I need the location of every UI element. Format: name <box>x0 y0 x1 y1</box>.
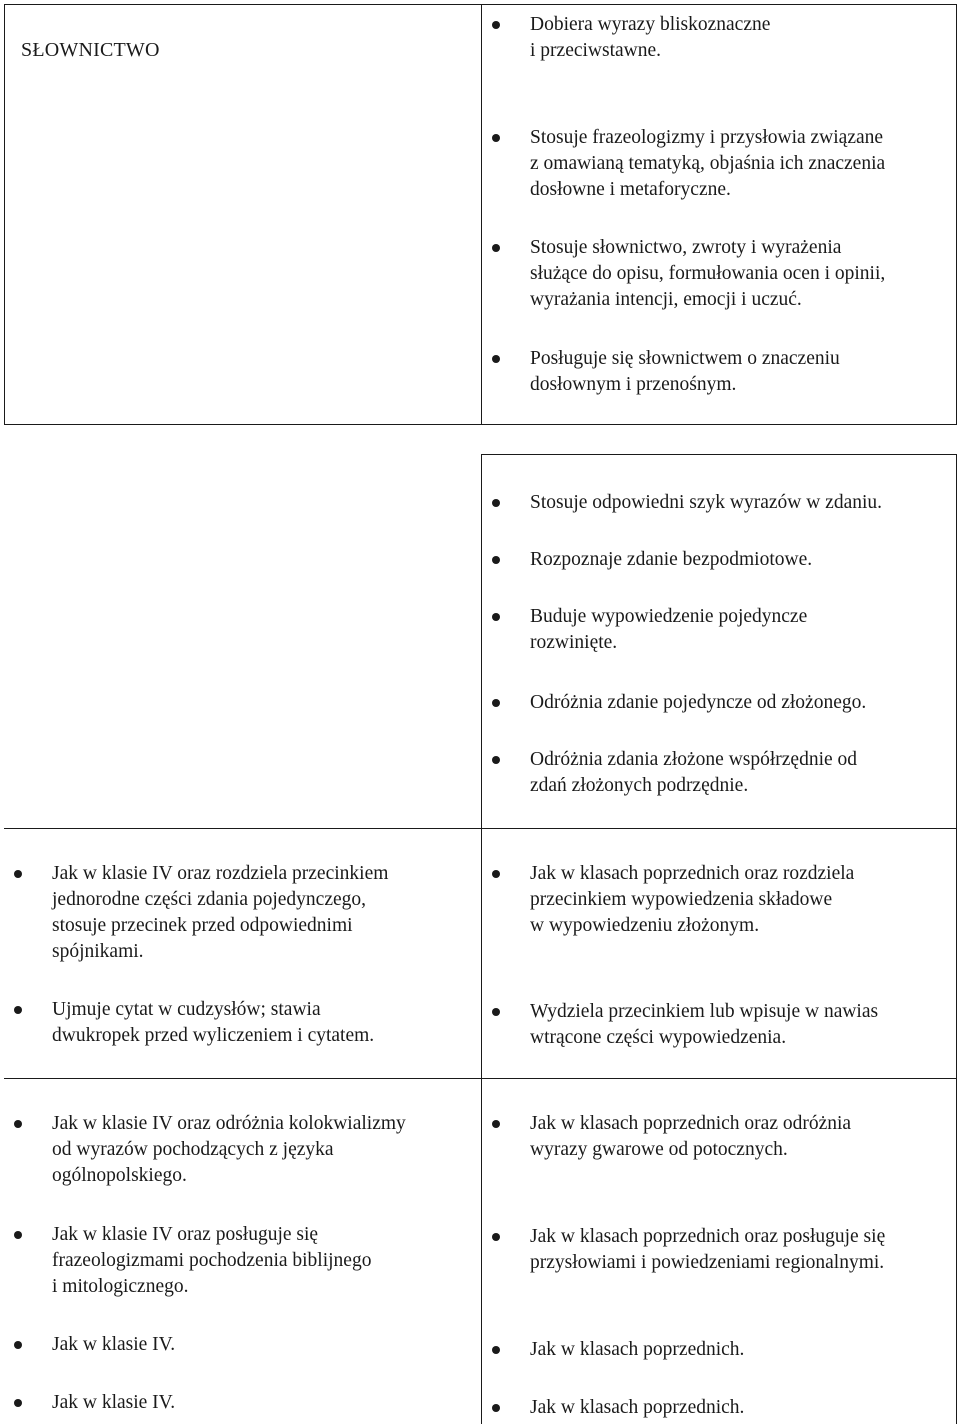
bullet-item: Jak w klasach poprzednich. <box>482 1395 744 1421</box>
bullet-icon <box>492 1346 500 1354</box>
bullet-item: Rozpoznaje zdanie bezpodmiotowe. <box>482 547 812 573</box>
bullet-item: Wydziela przecinkiem lub wpisuje w nawias wtrącone części wypowiedzenia. <box>482 999 878 1051</box>
interpunkcja-right-cell <box>481 828 957 1079</box>
bullet-item: Buduje wypowiedzenie pojedyncze rozwinięte. <box>482 604 807 656</box>
bullet-icon <box>492 613 500 621</box>
bullet-item: Jak w klasach poprzednich oraz odróżnia wyrazy gwarowe od potocznych. <box>482 1111 851 1163</box>
bullet-icon <box>492 1008 500 1016</box>
bullet-item: Odróżnia zdanie pojedyncze od złożonego. <box>482 690 866 716</box>
bullet-icon <box>492 21 500 29</box>
bullet-item: Jak w klasie IV. <box>4 1332 175 1358</box>
odmiany-left-cell <box>4 1078 482 1424</box>
bullet-icon <box>492 756 500 764</box>
bullet-item: Dobiera wyrazy bliskoznaczne i przeciwstawne. <box>482 12 770 64</box>
bullet-icon <box>14 1399 22 1407</box>
bullet-icon <box>492 1233 500 1241</box>
bullet-item: Jak w klasach poprzednich. <box>482 1337 744 1363</box>
slownictwo-content-cell <box>481 4 957 425</box>
interpunkcja-left-cell <box>4 828 482 1079</box>
bullet-item: Stosuje odpowiedni szyk wyrazów w zdaniu. <box>482 490 960 516</box>
bullet-item: Jak w klasie IV oraz posługuje się frazeologizmami pochodzenia biblijnego i mitologicznego. <box>4 1222 371 1300</box>
bullet-icon <box>14 1231 22 1239</box>
bullet-icon <box>492 870 500 878</box>
bullet-icon <box>14 1120 22 1128</box>
bullet-icon <box>14 1006 22 1014</box>
bullet-item: Jak w klasie IV oraz odróżnia kolokwializmy od wyrazów pochodzących z języka ogólnopolskiego. <box>4 1111 406 1189</box>
bullet-icon <box>14 870 22 878</box>
bullet-item: Posługuje się słownictwem o znaczeniu dosłownym i przenośnym. <box>482 346 840 398</box>
bullet-item: Odróżnia zdania złożone współrzędnie od zdań złożonych podrzędnie. <box>482 747 857 799</box>
bullet-icon <box>492 699 500 707</box>
bullet-item: Jak w klasach poprzednich oraz rozdziela przecinkiem wypowiedzenia składowe w wypowiedzeniu złożonym. <box>482 861 854 939</box>
bullet-item: Jak w klasie IV oraz rozdziela przecinkiem jednorodne części zdania pojedynczego, stosuje przecinek przed odpowiednimi spójnikami. <box>4 861 388 965</box>
bullet-icon <box>492 1404 500 1412</box>
bullet-item: Ujmuje cytat w cudzysłów; stawia dwukropek przed wyliczeniem i cytatem. <box>4 997 374 1049</box>
bullet-icon <box>492 244 500 252</box>
bullet-icon <box>14 1341 22 1349</box>
bullet-icon <box>492 134 500 142</box>
bullet-icon <box>492 1120 500 1128</box>
bullet-icon <box>492 355 500 363</box>
bullet-item: Stosuje słownictwo, zwroty i wyrażenia służące do opisu, formułowania ocen i opinii, wyrażania intencji, emocji i uczuć. <box>482 235 885 313</box>
skladnia-content-cell <box>481 454 957 829</box>
bullet-icon <box>492 499 500 507</box>
bullet-item: Jak w klasach poprzednich oraz posługuje się przysłowiami i powiedzeniami regionalnymi. <box>482 1224 885 1276</box>
slownictwo-heading-cell <box>4 4 482 425</box>
odmiany-right-cell <box>481 1078 957 1424</box>
section-heading: SŁOWNICTWO <box>21 39 160 61</box>
bullet-icon <box>492 556 500 564</box>
bullet-item: Stosuje frazeologizmy i przysłowia związane z omawianą tematyką, objaśnia ich znaczenia dosłowne i metaforyczne. <box>482 125 885 203</box>
bullet-item: Jak w klasie IV. <box>4 1390 175 1416</box>
